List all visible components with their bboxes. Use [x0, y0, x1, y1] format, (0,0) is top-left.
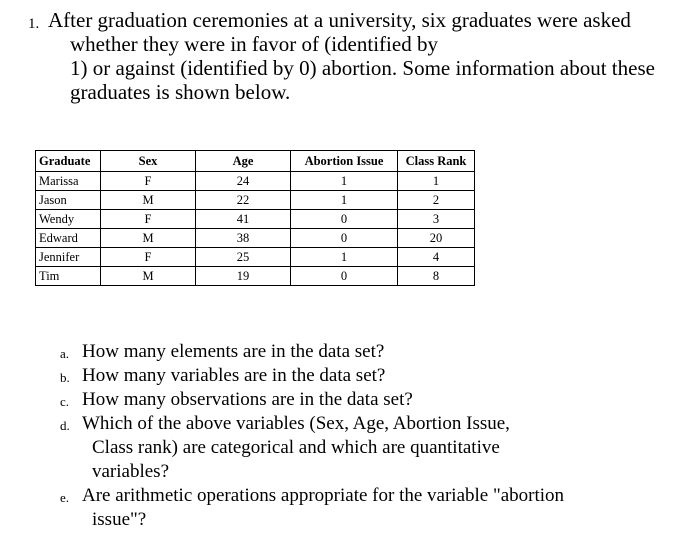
- part-a: [60, 340, 680, 364]
- question-line: 1) or against (identified by 0) abortion. Some information about these: [70, 56, 655, 80]
- cell-graduate: Marissa: [36, 172, 101, 191]
- table-header-row: [36, 151, 475, 172]
- header-class-rank: Class Rank: [398, 151, 475, 172]
- cell-age: 19: [196, 267, 291, 286]
- cell-sex: M: [101, 267, 196, 286]
- part-d: [60, 412, 680, 484]
- part-b: [60, 364, 680, 388]
- question-number: 1.: [28, 16, 40, 32]
- cell-age: 41: [196, 210, 291, 229]
- cell-graduate: Edward: [36, 229, 101, 248]
- cell-abortion-issue: 0: [291, 210, 398, 229]
- question-line: whether they were in favor of (identified by: [70, 32, 438, 56]
- part-text: Class rank) are categorical and which are quantitative: [92, 437, 500, 458]
- cell-class-rank: 2: [398, 191, 475, 210]
- cell-sex: F: [101, 248, 196, 267]
- cell-sex: F: [101, 210, 196, 229]
- table-row: [36, 248, 475, 267]
- cell-graduate: Jason: [36, 191, 101, 210]
- cell-graduate: Wendy: [36, 210, 101, 229]
- table-row: [36, 210, 475, 229]
- part-text: How many variables are in the data set?: [82, 365, 386, 386]
- part-e: [60, 484, 680, 532]
- cell-age: 22: [196, 191, 291, 210]
- question-parts: [60, 340, 680, 532]
- cell-abortion-issue: 1: [291, 191, 398, 210]
- header-graduate: Graduate: [36, 151, 101, 172]
- cell-abortion-issue: 0: [291, 229, 398, 248]
- cell-class-rank: 3: [398, 210, 475, 229]
- question-line: graduates is shown below.: [70, 80, 291, 104]
- part-c: [60, 388, 680, 412]
- table-row: [36, 267, 475, 286]
- cell-sex: M: [101, 191, 196, 210]
- cell-graduate: Tim: [36, 267, 101, 286]
- cell-age: 38: [196, 229, 291, 248]
- part-letter: c.: [60, 394, 70, 409]
- question-line: After graduation ceremonies at a university, six graduates were asked: [48, 8, 631, 32]
- graduates-table: [35, 150, 475, 286]
- cell-abortion-issue: 0: [291, 267, 398, 286]
- header-sex: Sex: [101, 151, 196, 172]
- cell-class-rank: 1: [398, 172, 475, 191]
- part-text: variables?: [92, 461, 170, 482]
- cell-age: 25: [196, 248, 291, 267]
- table-row: [36, 191, 475, 210]
- header-age: Age: [196, 151, 291, 172]
- table-row: [36, 229, 475, 248]
- cell-abortion-issue: 1: [291, 248, 398, 267]
- cell-class-rank: 8: [398, 267, 475, 286]
- cell-sex: F: [101, 172, 196, 191]
- part-text: How many elements are in the data set?: [82, 341, 385, 362]
- cell-age: 24: [196, 172, 291, 191]
- cell-graduate: Jennifer: [36, 248, 101, 267]
- part-letter: a.: [60, 346, 70, 361]
- table-row: [36, 172, 475, 191]
- part-text: How many observations are in the data set?: [82, 389, 413, 410]
- header-abortion-issue: Abortion Issue: [291, 151, 398, 172]
- part-letter: d.: [60, 418, 70, 433]
- part-text: Which of the above variables (Sex, Age, Abortion Issue,: [82, 413, 510, 434]
- part-letter: e.: [60, 490, 70, 505]
- cell-class-rank: 4: [398, 248, 475, 267]
- cell-abortion-issue: 1: [291, 172, 398, 191]
- part-text: issue"?: [92, 509, 147, 530]
- cell-class-rank: 20: [398, 229, 475, 248]
- question-text: [48, 8, 688, 104]
- part-text: Are arithmetic operations appropriate for the variable "abortion: [82, 485, 565, 506]
- part-letter: b.: [60, 370, 70, 385]
- cell-sex: M: [101, 229, 196, 248]
